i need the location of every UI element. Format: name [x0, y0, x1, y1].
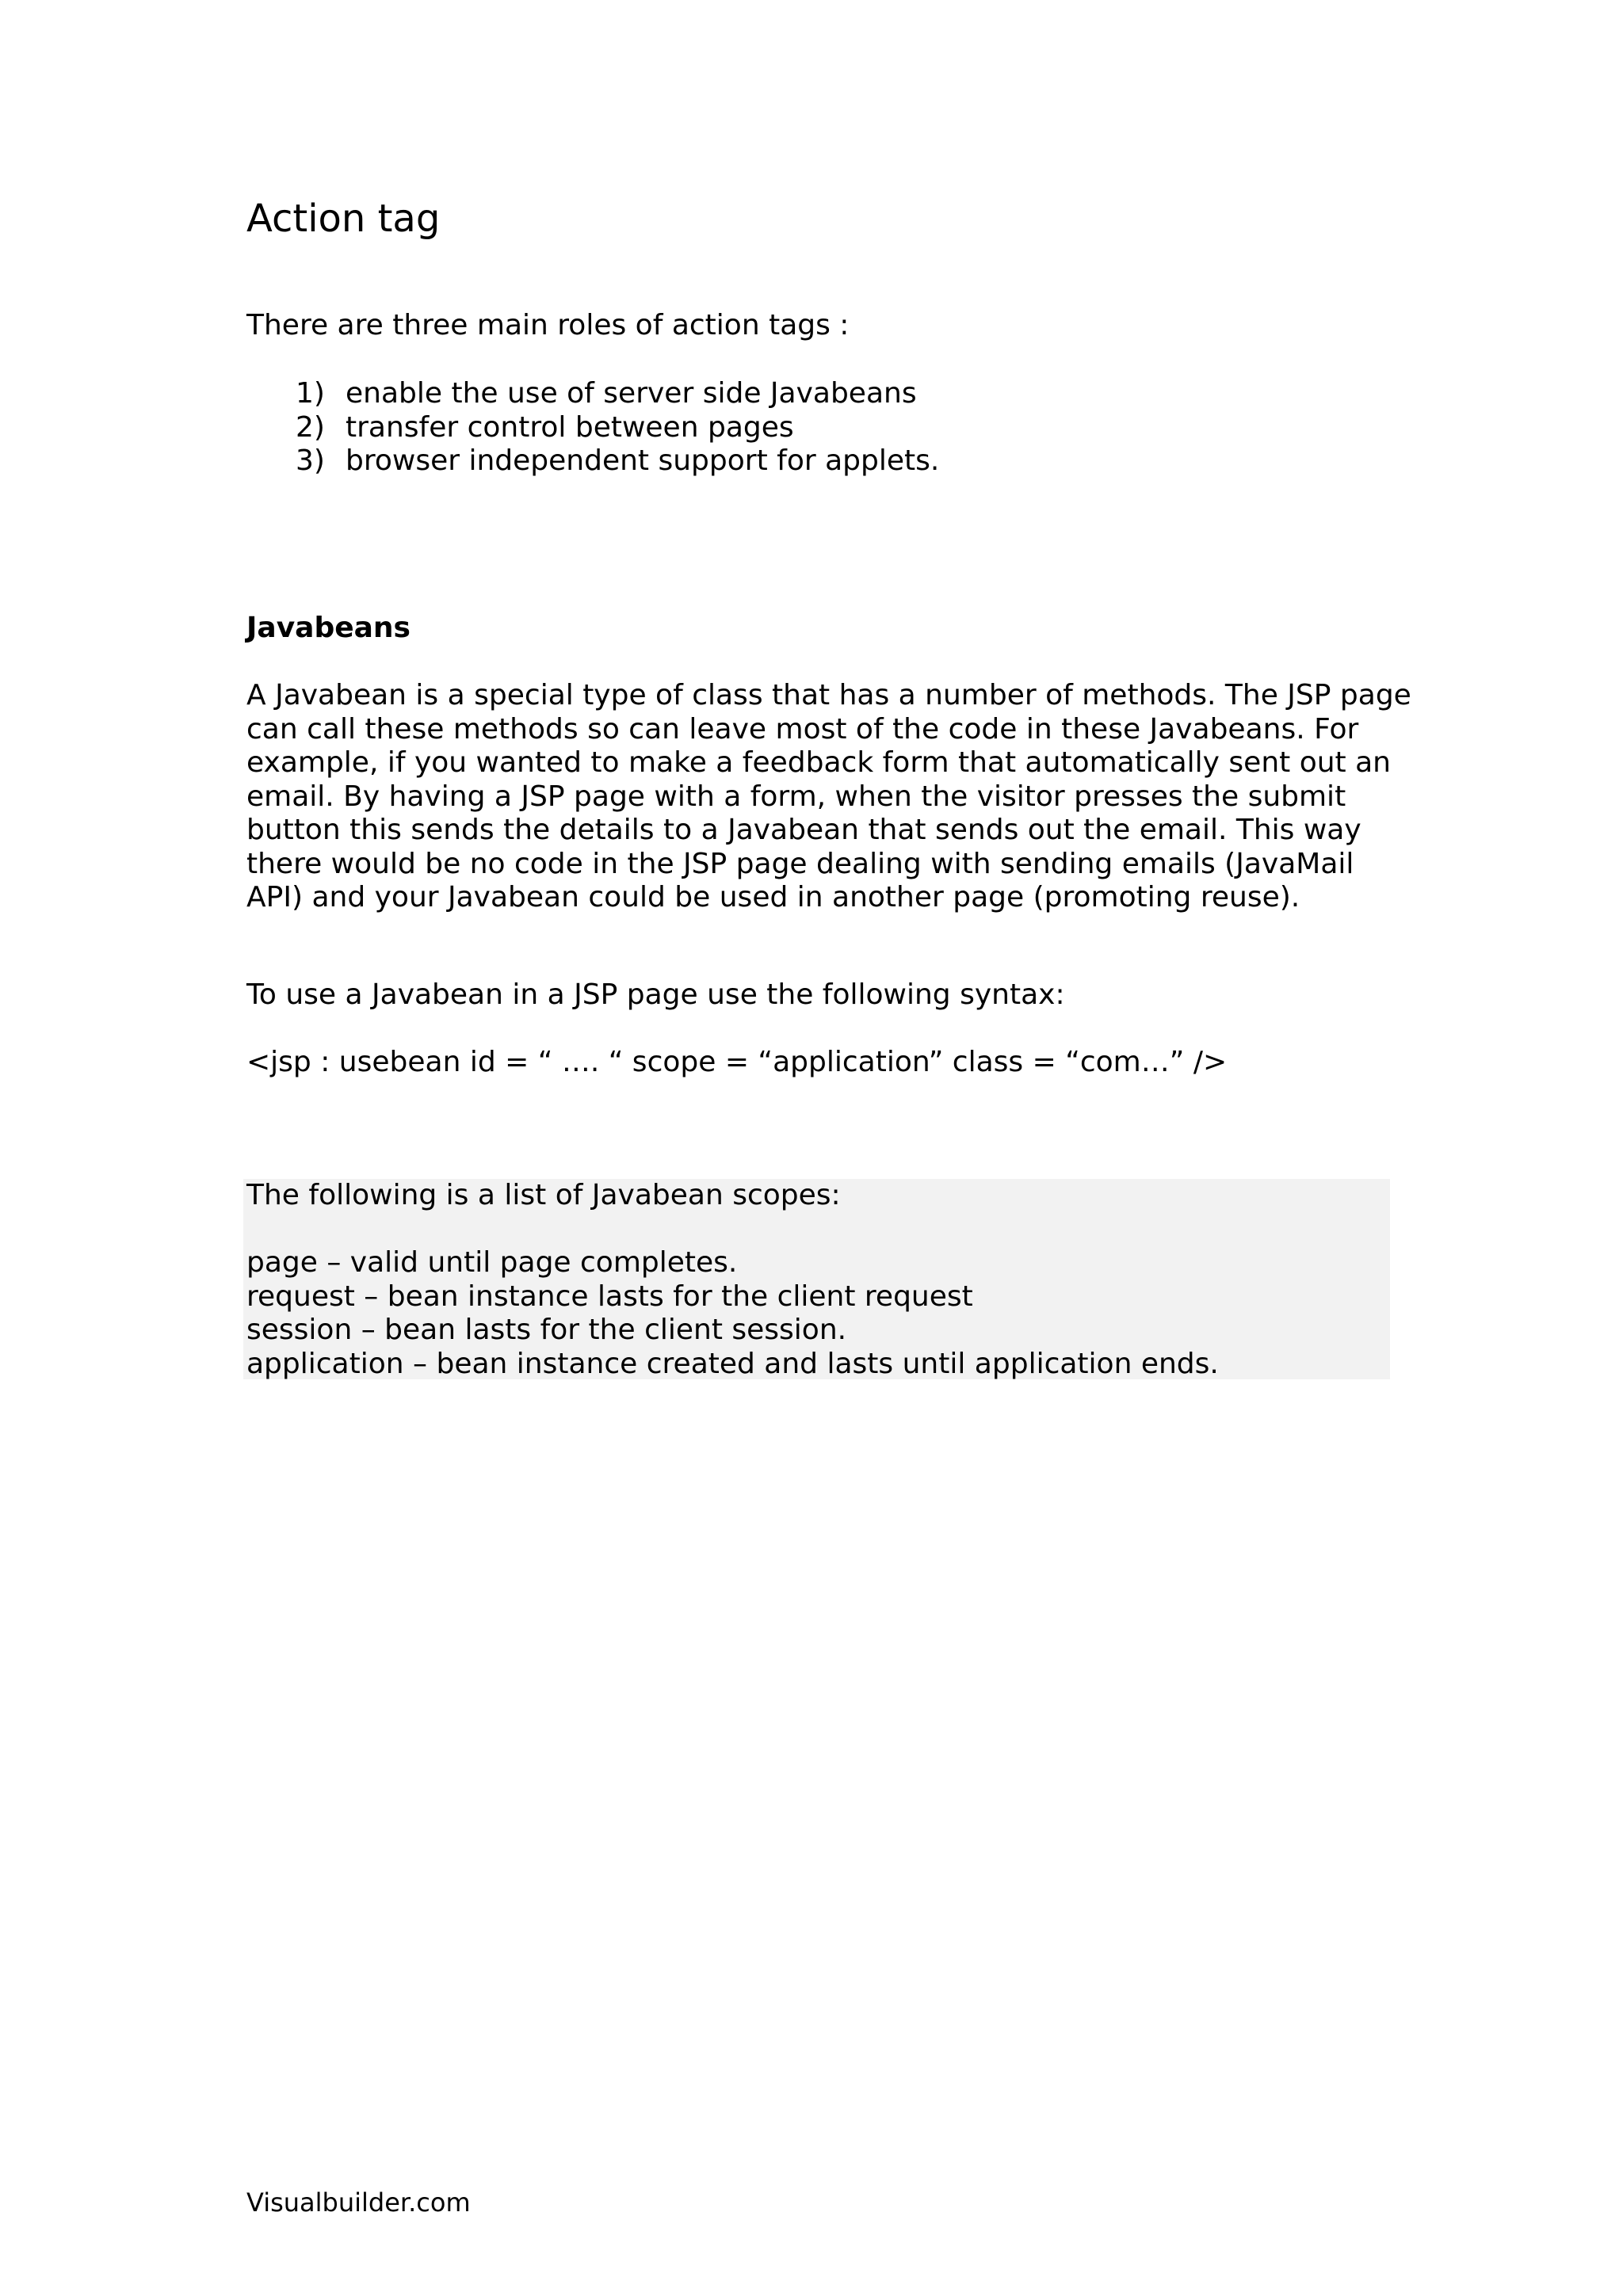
- list-item: session – bean lasts for the client session.: [246, 1314, 847, 1346]
- syntax-intro-text: To use a Javabean in a JSP page use the following syntax:: [246, 978, 1065, 1011]
- paragraph-line: email. By having a JSP page with a form, when the visitor presses the submit: [246, 780, 1346, 813]
- section-heading-javabeans: Javabeans: [246, 612, 411, 644]
- list-item: page – valid until page completes.: [246, 1246, 738, 1279]
- roles-list: [296, 377, 939, 479]
- intro-text: There are three main roles of action tags :: [246, 309, 850, 341]
- list-number: 1): [296, 377, 325, 410]
- scopes-box: [243, 1179, 1390, 1379]
- paragraph-line: example, if you wanted to make a feedback form that automatically sent out an: [246, 746, 1391, 779]
- list-item: [296, 444, 939, 479]
- scopes-content: [246, 1179, 1219, 1381]
- list-number: 2): [296, 410, 325, 444]
- syntax-example: <jsp : usebean id = “ …. “ scope = “application” class = “com…” />: [246, 1046, 1228, 1078]
- list-item-text: browser independent support for applets.: [346, 444, 940, 477]
- page-title: Action tag: [246, 196, 441, 241]
- paragraph-line: button this sends the details to a Javabean that sends out the email. This way: [246, 814, 1361, 846]
- list-item: [296, 411, 939, 445]
- scopes-title: The following is a list of Javabean scopes:: [246, 1179, 841, 1211]
- list-number: 3): [296, 444, 325, 477]
- list-item: [296, 377, 939, 411]
- paragraph-line: can call these methods so can leave most of the code in these Javabeans. For: [246, 712, 1359, 746]
- javabeans-paragraph: [246, 679, 1411, 915]
- paragraph-line: API) and your Javabean could be used in another page (promoting reuse).: [246, 881, 1300, 913]
- list-item-text: enable the use of server side Javabeans: [346, 377, 917, 410]
- paragraph-line: there would be no code in the JSP page dealing with sending emails (JavaMail: [246, 847, 1354, 880]
- list-item: request – bean instance lasts for the client request: [246, 1280, 973, 1313]
- scopes-list: [246, 1246, 1219, 1381]
- paragraph-line: A Javabean is a special type of class that has a number of methods. The JSP page: [246, 679, 1411, 711]
- page-footer: Visualbuilder.com: [246, 2187, 471, 2218]
- list-item: application – bean instance created and lasts until application ends.: [246, 1347, 1219, 1380]
- list-item-text: transfer control between pages: [346, 410, 794, 444]
